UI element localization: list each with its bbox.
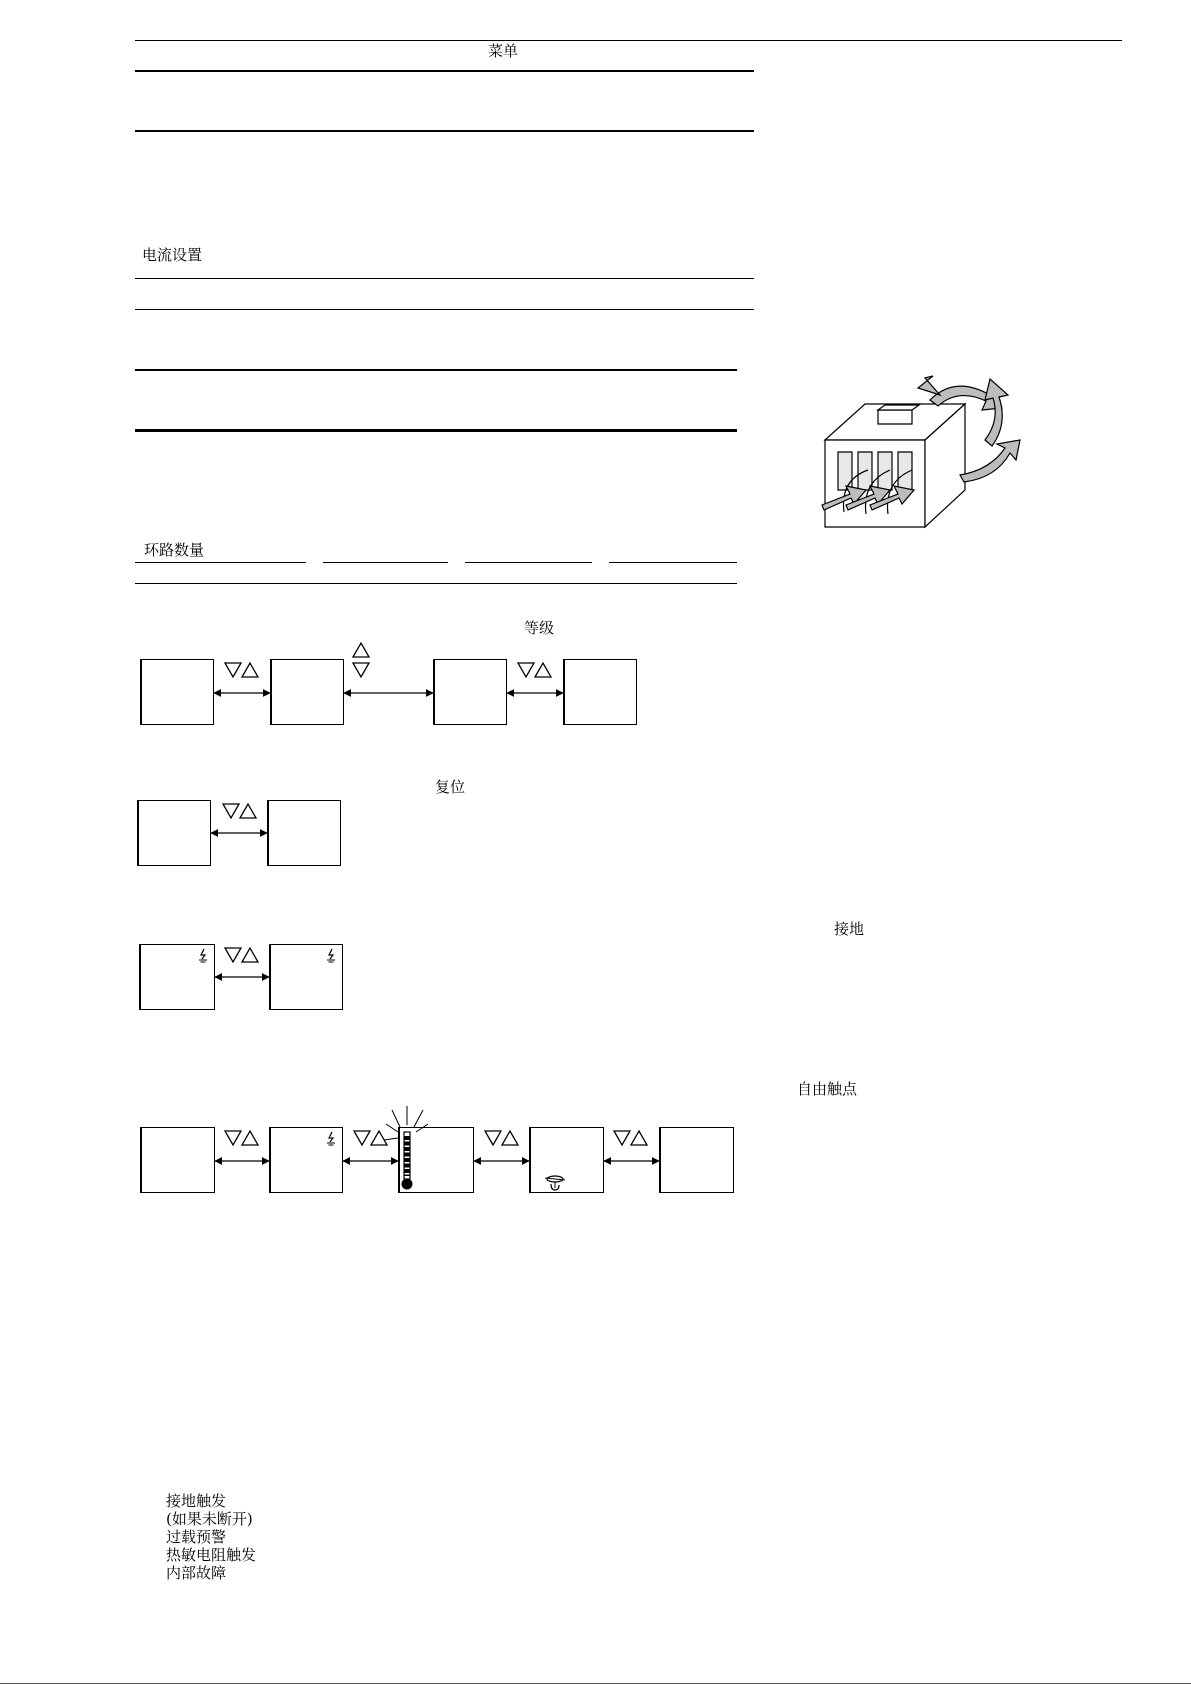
current-setting-label: 电流设置: [142, 246, 203, 264]
page-title: 菜单: [488, 42, 519, 60]
nav-triangles-icon: [225, 663, 258, 677]
legend-item: 热敏电阻触发: [166, 1546, 257, 1564]
legend-item: 接地触发: [166, 1492, 227, 1510]
legend-item: 过载预警: [166, 1528, 227, 1546]
thermometer-icon: [384, 1106, 428, 1190]
nav-triangles-icon: [225, 948, 258, 962]
nav-triangles-icon: [223, 804, 256, 818]
legend-item: (如果未断开): [166, 1510, 253, 1528]
down-triangle-icon: [353, 663, 369, 677]
nav-triangles-icon: [485, 1131, 518, 1145]
ground-label: 接地: [834, 920, 865, 938]
internal-fault-icon: [545, 1176, 565, 1190]
up-triangle-icon: [353, 643, 369, 657]
free-contact-label: 自由触点: [797, 1080, 858, 1098]
legend-item: 内部故障: [166, 1564, 227, 1582]
nav-triangles-icon: [614, 1131, 647, 1145]
loop-count-label: 环路数量: [144, 541, 205, 559]
nav-triangles-icon: [518, 663, 551, 677]
device-illustration: [822, 376, 1020, 527]
nav-triangles-icon: [354, 1131, 387, 1145]
nav-triangles-icon: [225, 1131, 258, 1145]
reset-label: 复位: [435, 778, 466, 796]
legend: [166, 1492, 256, 1582]
bottom-rule: [0, 1683, 1191, 1684]
class-label: 等级: [524, 619, 555, 637]
